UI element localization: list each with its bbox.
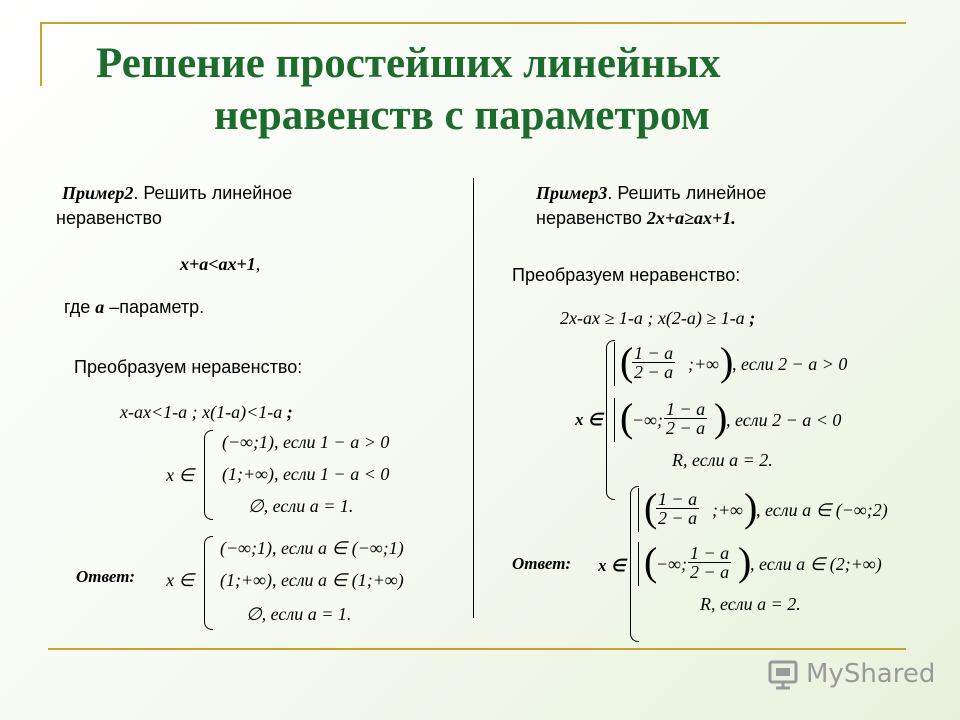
left-solution-case-2: (1;+∞), если 1 − a < 0 [222,464,390,484]
left-answer-label: Ответ: [76,567,136,586]
right-sol-case1-cond: , если 2 − a > 0 [732,354,848,374]
right-example-heading [536,182,766,204]
right-transform-line [560,308,755,329]
left-transform-semicolon: ; [282,402,293,422]
right-sol-case2-rparen: ) [714,395,728,440]
right-ans-case2-head: −∞; [656,554,687,574]
right-transform-expr: 2x-ax ≥ 1-a ; x(2-a) ≥ 1-a [560,308,745,328]
column-divider [473,178,474,618]
right-sol-case2-cond: , если 2 − a < 0 [726,410,842,430]
left-answer-case-3: ∅, если a = 1. [246,604,352,624]
right-ans-case2-bracket [638,542,639,586]
right-ans-case1-rparen: ) [744,485,758,530]
right-ans-case1-fraction [656,490,699,527]
right-inequality: 2x+a≥ax+1. [646,208,736,228]
right-ans-case1-bracket [638,488,639,532]
right-sol-case1-tail: ;+∞ [688,354,719,374]
title-line-2: неравенств с параметром [214,92,710,139]
right-sol-case2-bracket [614,398,615,442]
right-solution-var: x ∈ [575,410,603,429]
title-line-1: Решение простейших линейных [96,40,721,87]
bottom-rule [48,648,906,650]
right-transform-semicolon: ; [744,308,756,328]
left-example-text-1: . Решить линейное [133,183,293,203]
right-sol-case2-lparen: ( [620,395,634,440]
right-sol-case2-den: 2 − a [666,418,706,438]
left-transform-text: Преобразуем неравенство: [74,357,303,377]
right-sol-case2-num: 1 − a [666,399,706,419]
left-where-prefix: где [64,297,96,317]
right-ans-case1-cond: , если a ∈ (−∞;2) [756,500,888,520]
slide-title [40,38,920,142]
right-ans-case2-cond: , если a ∈ (2;+∞) [750,554,882,574]
left-solution-case-3: ∅, если a = 1. [248,496,354,516]
right-sol-case2-head: −∞; [632,410,663,430]
right-sol-case1-fraction [632,344,675,381]
left-inequality-expr: x+a<ax+1 [180,254,256,274]
right-example-text-1: . Решить линейное [607,183,767,203]
right-ans-case1-den: 2 − a [658,508,698,528]
presentation-logo-icon [768,658,802,690]
right-ans-case2-num: 1 − a [690,543,730,563]
right-sol-case1-lparen: ( [620,339,634,384]
left-answer-case-1: (−∞;1), если a ∈ (−∞;1) [220,538,404,558]
right-example-label: Пример3 [536,183,608,203]
right-answer-case-3: R, если a = 2. [700,594,801,614]
left-param-text: –параметр. [104,297,205,317]
right-ans-case1-lparen: ( [644,485,658,530]
left-inequality [180,254,260,275]
left-param-line [64,296,204,318]
right-answer-var: x ∈ [598,556,626,575]
right-ans-case2-lparen: ( [644,539,658,584]
right-ans-case2-rparen: ) [738,539,752,584]
right-example-line-2 [536,207,736,229]
right-ans-case1-tail: ;+∞ [712,500,743,520]
left-answer-var: x ∈ [166,570,195,590]
left-solution-case-1: (−∞;1), если 1 − a > 0 [222,432,390,452]
right-sol-case1-bracket [614,342,615,386]
watermark-brand: MyShared [806,659,936,689]
right-ans-case2-fraction [688,544,731,581]
right-solution-case-3: R, если a = 2. [672,450,773,470]
left-answer-case-2: (1;+∞), если a ∈ (1;+∞) [220,570,404,590]
left-example-text-2: неравенство [56,208,162,228]
right-example-text-2: неравенство [536,208,647,228]
left-example-heading [62,182,292,204]
right-sol-case1-rparen: ) [720,339,734,384]
left-solution-var: x ∈ [166,465,195,485]
right-sol-case2-fraction [664,400,707,437]
left-transform-expr: x-ax<1-a ; x(1-a)<1-a [120,402,283,422]
left-example-label: Пример2 [62,183,134,203]
left-param-var: a [95,297,105,317]
left-solution-brace [204,430,213,520]
top-rule [40,22,906,24]
right-ans-case1-num: 1 − a [658,489,698,509]
right-ans-case2-den: 2 − a [690,562,730,582]
left-inequality-comma: , [255,254,261,274]
right-answer-label: Ответ: [512,554,572,573]
left-answer-brace [204,536,213,630]
left-transform-line [120,402,293,423]
right-sol-case1-den: 2 − a [634,362,674,382]
right-transform-text: Преобразуем неравенство: [512,265,741,285]
right-sol-case1-num: 1 − a [634,343,674,363]
